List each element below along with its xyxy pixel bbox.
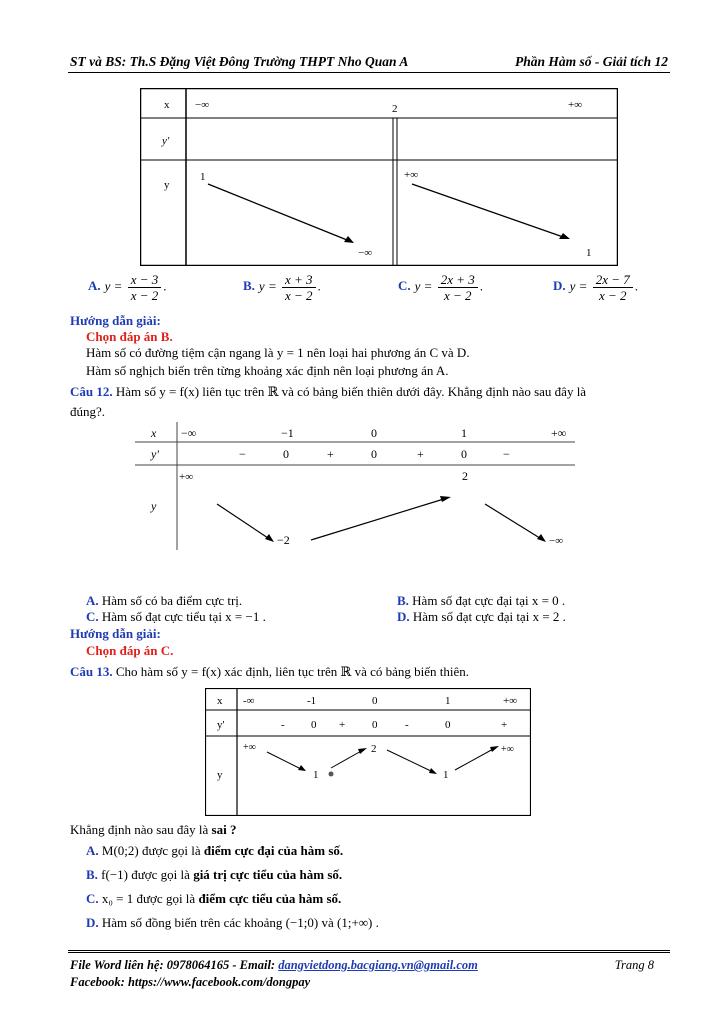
t2-sign-2: + [327, 447, 334, 461]
q13-question [70, 664, 469, 680]
t3-arrowhead-4 [490, 746, 499, 752]
q12-text-2: đúng?. [70, 404, 106, 419]
q11-option-a-num: x − 3 [128, 272, 162, 288]
variation-table-q12 [135, 422, 575, 550]
q13-option-c [86, 891, 341, 907]
q12-option-a-text: Hàm số có ba điểm cực trị. [101, 593, 243, 608]
q11-option-b-num: x + 3 [282, 272, 316, 288]
footer-email-link[interactable]: dangvietdong.bacgiang.vn@gmail.com [278, 958, 478, 972]
t3-yprime-label: y' [217, 719, 225, 731]
t2-arrow-1 [217, 504, 271, 540]
t3-sign-3: 0 [372, 719, 378, 731]
t2-sign-5: 0 [461, 447, 467, 461]
q12-option-b-text: Hàm số đạt cực đại tại x = 0 . [412, 593, 566, 608]
q11-option-c-fraction [438, 272, 478, 303]
t1-y-one-left: 1 [200, 171, 206, 183]
q12-option-b [397, 593, 565, 609]
t3-arrow-2 [331, 750, 363, 768]
q13-option-d-label: D. [86, 915, 99, 930]
q12-option-c-label: C. [86, 609, 99, 624]
t3-arrowhead-3 [429, 768, 437, 774]
header-left: ST và BS: Th.S Đặng Việt Đông Trường THPT Nho Quan A [70, 54, 409, 69]
t3-sign-2: + [339, 719, 346, 731]
q11-option-d [553, 272, 638, 303]
t3-sign-4: - [405, 719, 409, 731]
t3-sign-0: - [281, 719, 285, 731]
q11-option-d-num: 2x − 7 [593, 272, 633, 288]
t2-y-label: y [151, 499, 157, 513]
t1-neg-inf: −∞ [195, 99, 210, 111]
t2-arrow-3 [485, 504, 543, 540]
q11-option-c-end: . [479, 278, 483, 294]
t1-arrow-down-left [208, 184, 352, 242]
footer-rule [68, 950, 670, 953]
q11-option-c-den: x − 2 [443, 288, 472, 303]
q11-answer: Chọn đáp án B. [86, 329, 173, 344]
t2-sign-0: − [239, 447, 246, 461]
q13-option-b-text: f(−1) được gọi là [101, 867, 194, 882]
footer-facebook: Facebook: https://www.facebook.com/dongpay [70, 975, 311, 989]
t3-arrow-4 [455, 748, 495, 770]
q11-option-a-label: A. [88, 278, 101, 294]
t1-y-minus-inf: −∞ [358, 247, 373, 259]
t3-x-0: -∞ [243, 695, 255, 707]
t2-bottom-mid: −2 [277, 533, 290, 547]
q12-option-a [86, 593, 242, 609]
q11-guide-title: Hướng dẫn giải: [70, 313, 161, 328]
q11-option-a-fraction [128, 272, 162, 303]
q11-option-d-end: . [634, 278, 638, 294]
q13-text: Cho hàm số y = f(x) xác định, liên tục trên ℝ và có bảng biến thiên. [115, 664, 470, 679]
q11-option-c-lhs: y = [414, 278, 433, 294]
q12-text-1: Hàm số y = f(x) liên tục trên ℝ và có bảng biến thiên dưới đây. Khẳng định nào sau đây là [115, 384, 587, 399]
q12-guide-title: Hướng dẫn giải: [70, 626, 161, 641]
q13-option-a-text: M(0;2) được gọi là [101, 843, 204, 858]
q12-option-a-label: A. [86, 593, 99, 608]
t3-arrow-1 [267, 752, 303, 770]
t2-sign-4: + [417, 447, 424, 461]
t2-top-mid: 2 [462, 469, 468, 483]
t3-dot-marker [329, 772, 334, 777]
t2-x-2: 0 [371, 426, 377, 440]
footer-line-1 [70, 958, 668, 973]
t3-x-label: x [217, 695, 223, 707]
q13-option-c-text: x₀ = 1 được gọi là [101, 891, 199, 906]
t3-sign-5: 0 [445, 719, 451, 731]
q12-option-d-text: Hàm số đạt cực đại tại x = 2 . [412, 609, 566, 624]
t3-sign-6: + [501, 719, 508, 731]
t2-x-1: −1 [281, 426, 294, 440]
q11-option-a-den: x − 2 [130, 288, 159, 303]
variation-table-q13 [205, 688, 531, 816]
q13-option-d-text: Hàm số đồng biến trên các khoảng (−1;0) và (1;+∞) . [101, 915, 379, 930]
q11-explain-1: Hàm số có đường tiệm cận ngang là y = 1 nên loại hai phương án C và D. [86, 345, 470, 360]
t2-arrowhead-3 [537, 534, 546, 542]
q11-option-c [398, 272, 483, 303]
t2-x-3: 1 [461, 426, 467, 440]
t1-arrow-down-right [412, 184, 566, 238]
q11-option-d-den: x − 2 [598, 288, 627, 303]
variation-table-q11 [140, 88, 618, 266]
t3-arrow-3 [387, 750, 433, 772]
t1-x-label: x [164, 99, 170, 111]
q13-option-c-bold: điểm cực tiểu của hàm số. [198, 891, 342, 906]
t3-arrowhead-2 [358, 748, 367, 754]
t3-sign-1: 0 [311, 719, 317, 731]
q11-option-a-lhs: y = [104, 278, 123, 294]
t2-x-0: −∞ [181, 426, 197, 440]
q11-option-b-end: . [317, 278, 321, 294]
t2-arrowhead-1 [265, 534, 274, 542]
t2-top-left: +∞ [179, 471, 194, 483]
q13-option-d [86, 915, 379, 931]
q13-option-b-bold: giá trị cực tiểu của hàm số. [193, 867, 343, 882]
footer-page-number: Trang 8 [614, 958, 654, 972]
q13-prompt-text: Khẳng định nào sau đây là [70, 822, 212, 837]
q11-option-d-label: D. [553, 278, 566, 294]
q12-option-d [397, 609, 566, 625]
t1-y-label: y [164, 179, 170, 191]
t3-y-label: y [217, 769, 223, 781]
q11-option-a-end: . [163, 278, 167, 294]
t2-sign-1: 0 [283, 447, 289, 461]
t2-x-4: +∞ [551, 426, 567, 440]
page-header [70, 54, 668, 70]
q12-option-d-label: D. [397, 609, 410, 624]
q11-option-b [243, 272, 321, 303]
t1-yprime-label: y' [162, 135, 170, 147]
q13-prompt-bold: sai ? [211, 822, 237, 837]
t1-two: 2 [392, 103, 398, 115]
t3-y-pinf-left: +∞ [243, 742, 256, 753]
header-right: Phần Hàm số - Giải tích 12 [514, 54, 668, 69]
q13-label: Câu 13. [70, 664, 113, 679]
q11-option-d-fraction [593, 272, 633, 303]
t3-x-3: 1 [445, 695, 451, 707]
t3-y-min-1: 1 [313, 769, 319, 781]
t2-sign-6: − [503, 447, 510, 461]
t2-x-label: x [151, 426, 157, 440]
q11-option-a [88, 272, 166, 303]
t2-bottom-right: −∞ [549, 535, 564, 547]
q12-option-b-label: B. [397, 593, 409, 608]
t2-arrowhead-2 [440, 496, 451, 502]
q13-option-c-label: C. [86, 891, 99, 906]
t3-y-min-1b: 1 [443, 769, 449, 781]
q11-option-b-lhs: y = [258, 278, 277, 294]
q13-option-a [86, 843, 343, 859]
t2-arrow-2 [311, 498, 447, 540]
t1-y-one-right: 1 [586, 247, 592, 259]
q12-answer: Chọn đáp án C. [86, 643, 174, 658]
q12-label: Câu 12. [70, 384, 113, 399]
q12-option-c-text: Hàm số đạt cực tiểu tại x = −1 . [101, 609, 266, 624]
q11-option-c-num: 2x + 3 [438, 272, 478, 288]
t2-yprime-label: y' [151, 447, 159, 461]
t1-y-plus-inf: +∞ [404, 169, 419, 181]
q13-option-a-bold: điểm cực đại của hàm số. [203, 843, 344, 858]
t3-x-1: -1 [307, 695, 317, 707]
q12-question [70, 384, 586, 400]
q11-option-c-label: C. [398, 278, 411, 294]
q13-option-b-label: B. [86, 867, 98, 882]
q11-option-b-den: x − 2 [284, 288, 313, 303]
q11-explain-2: Hàm số nghịch biến trên từng khoảng xác định nên loại phương án A. [86, 363, 449, 378]
q11-option-d-lhs: y = [569, 278, 588, 294]
t3-y-max-2: 2 [371, 743, 377, 755]
t3-x-4: +∞ [503, 695, 518, 707]
t3-x-2: 0 [372, 695, 378, 707]
q13-prompt [70, 822, 236, 838]
header-rule [68, 72, 670, 73]
q12-option-c [86, 609, 266, 625]
t1-pos-inf: +∞ [568, 99, 583, 111]
footer-contact: File Word liên hệ: 0978064165 - Email: [70, 958, 279, 972]
q13-option-a-label: A. [86, 843, 99, 858]
q13-option-b [86, 867, 342, 883]
t3-y-pinf-right: +∞ [501, 744, 514, 755]
t3-arrowhead-1 [298, 765, 306, 771]
t2-sign-3: 0 [371, 447, 377, 461]
q11-option-b-fraction [282, 272, 316, 303]
q11-option-b-label: B. [243, 278, 255, 294]
